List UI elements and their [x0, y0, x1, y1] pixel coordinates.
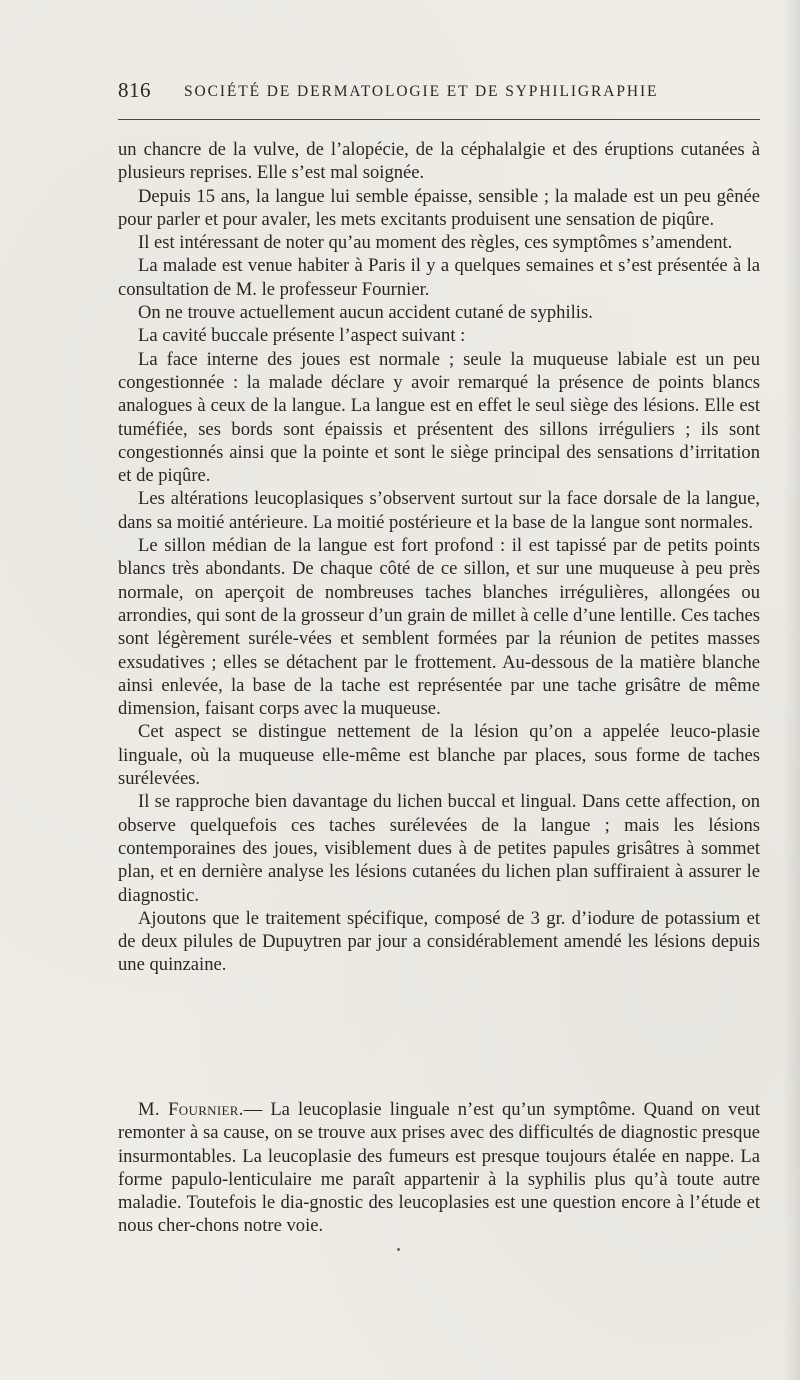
paragraph-menses: Il est intéressant de noter qu’au moment des règles, ces symptômes s’amendent. [138, 232, 733, 254]
speaker-name: M. Fournier. [138, 1099, 244, 1120]
fournier-remark [118, 1098, 760, 1238]
paragraph-no-skin-accident: On ne trouve actuellement aucun accident cutané de syphilis. [138, 302, 593, 324]
page-header [118, 78, 760, 108]
page-edge-shadow [782, 0, 800, 1380]
paragraph-distinction: Cet aspect se distingue nettement de la lésion qu’on a appelée leuco-plasie linguale, où la muqueuse elle-même est blanche par places, sous forme de taches surélevées. [118, 721, 760, 790]
paragraph-cheeks-tongue: La face interne des joues est normale ; seule la muqueuse labiale est un peu congestionnée : la malade déclare y avoir remarqué la présence de points blancs analogues à ceux de la langue. La langue est en effet le seul siège des lésions. Elle est tuméfiée, ses bords sont épaissis et présentent des sillons irréguliers ; ils sont congestionnés ainsi que la pointe et sont le siège principal des sensations d’irritation et de piqûre. [118, 348, 760, 487]
fournier-paragraph [118, 1098, 760, 1238]
paragraph-median-furrow: Le sillon médian de la langue est fort profond : il est tapissé par de petits points blancs très abondants. De chaque côté de ce sillon, et sur une muqueuse à peu près normale, on aperçoit de nombreuses taches blanches irrégulières, allongées ou arrondies, qui sont de la grosseur d’un grain de millet à celle d’une lentille. Ces taches sont légèrement suréle-vées et semblent formées par la réunion de petites masses exsudatives ; elles se détachent par le frottement. Au-dessous de la matière blanche ainsi enlevée, la base de la tache est représentée par une tache grisâtre de même dimension, faisant corps avec la muqueuse. [118, 535, 760, 720]
page-number: 816 [118, 78, 151, 102]
paragraph-leucoplasic-alterations: Les altérations leucoplasiques s’observent surtout sur la face dorsale de la langue, dans sa moitié antérieure. La moitié postérieure et la base de la langue sont normales. [118, 488, 760, 533]
running-head: SOCIÉTÉ DE DERMATOLOGIE ET DE SYPHILIGRAPHIE [184, 83, 659, 100]
print-speck [397, 1248, 400, 1251]
case-report-body [118, 138, 760, 977]
paragraph-lichen: Il se rapproche bien davantage du lichen buccal et lingual. Dans cette affection, on observe quelquefois ces taches surélevées de la langue ; mais les lésions contemporaines des joues, visiblement dues à de petites papules grisâtres à sommet plan, et en dernière analyse les lésions cutanées du lichen plan suffiraient à assurer le diagnostic. [118, 791, 760, 906]
header-rule [118, 119, 760, 120]
fournier-text: — La leucoplasie linguale n’est qu’un symptôme. Quand on veut remonter à sa cause, on se trouve aux prises avec des difficultés de diagnostic presque insurmontables. La leucoplasie des fumeurs est presque toujours étalée en nappe. La forme papulo-lenticulaire me paraît appartenir à la syphilis plus qu’à toute autre maladie. Toutefois le dia-gnostic des leucoplasies est une question encore à l’étude et nous cher-chons notre voie. [118, 1099, 760, 1237]
paragraph-continued: un chancre de la vulve, de l’alopécie, de la céphalalgie et des éruptions cutanées à plusieurs reprises. Elle s’est mal soignée. [118, 139, 760, 184]
paragraph-consultation: La malade est venue habiter à Paris il y a quelques semaines et s’est présentée à la consultation de M. le professeur Fournier. [118, 255, 760, 300]
paragraph-symptoms: Depuis 15 ans, la langue lui semble épaisse, sensible ; la malade est un peu gênée pour parler et pour avaler, les mets excitants produisent une sensation de piqûre. [118, 185, 760, 230]
paragraph-oral-cavity: La cavité buccale présente l’aspect suivant : [138, 325, 466, 347]
paragraph-treatment: Ajoutons que le traitement spécifique, composé de 3 gr. d’iodure de potassium et de deux pilules de Dupuytren par jour a considérablement amendé les lésions depuis une quinzaine. [118, 907, 760, 976]
